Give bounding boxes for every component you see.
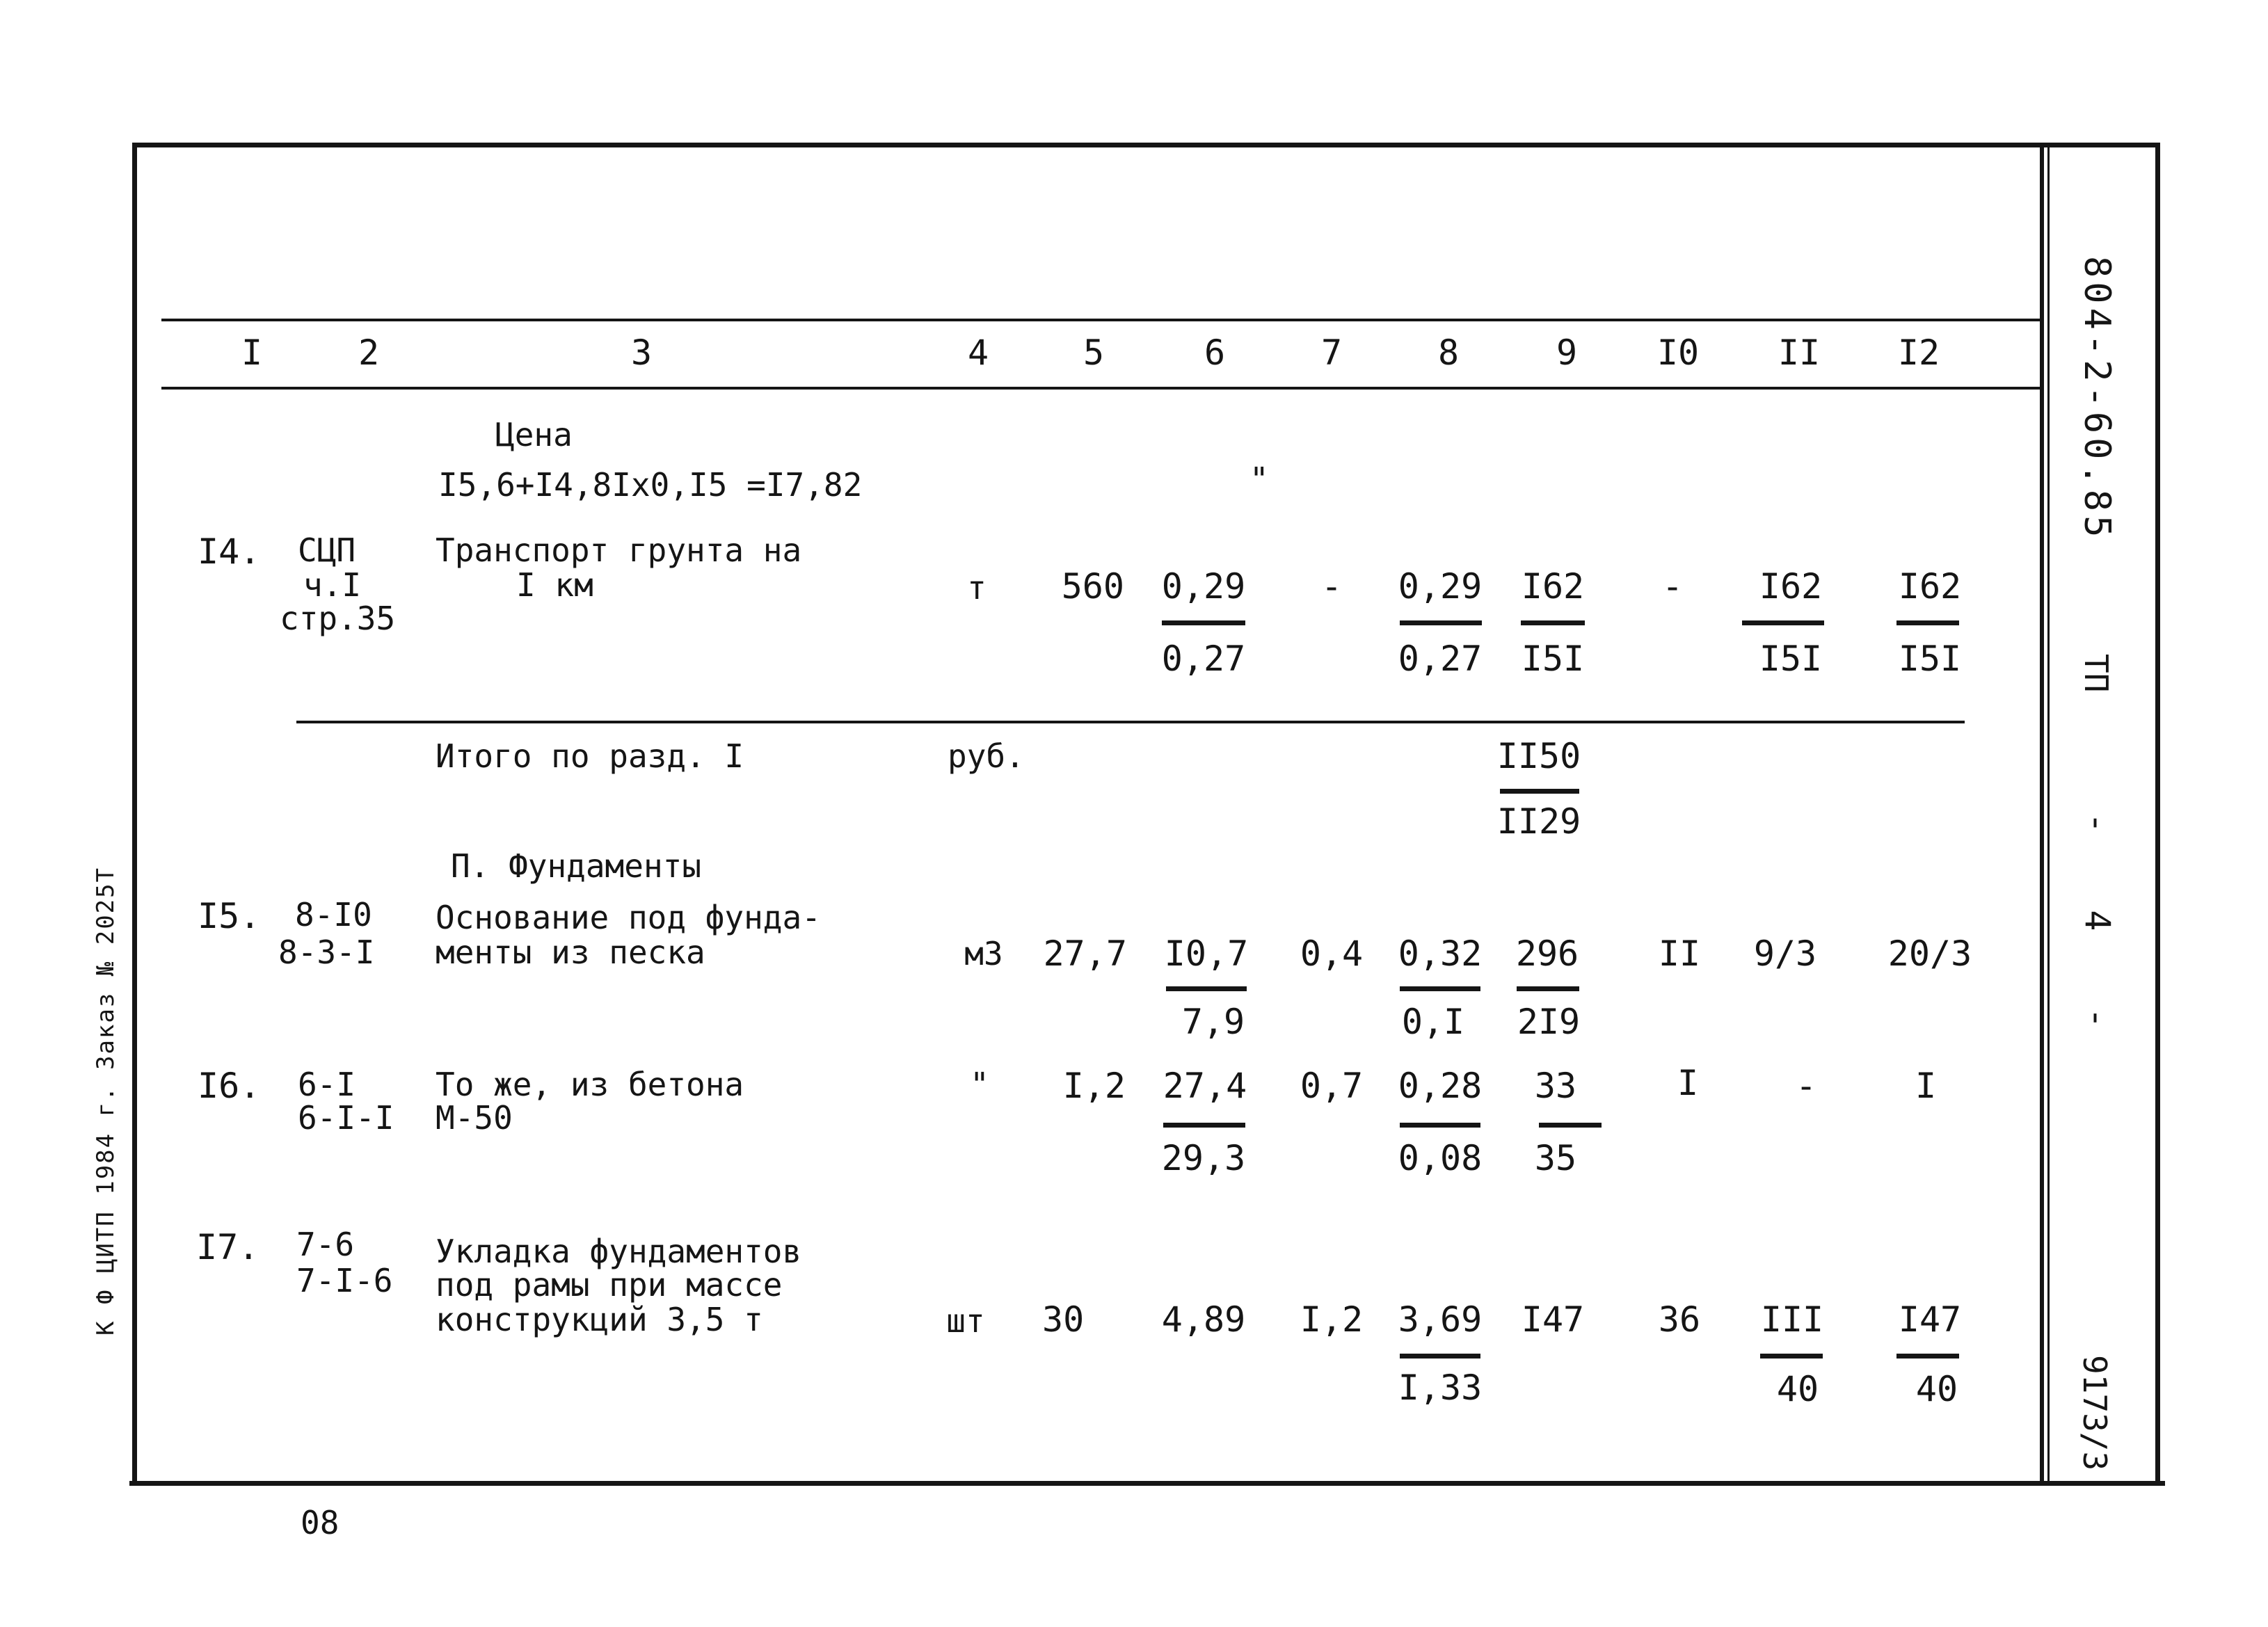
col8-bottom: 0,08 (1398, 1138, 1483, 1178)
section-separator (296, 721, 1965, 723)
col-header-1: I (241, 332, 263, 373)
price-formula: I5,6+I4,8Ix0,I5 =I7,82 (438, 466, 863, 504)
col7-value: 0,7 (1300, 1066, 1364, 1106)
row-name-line-1: Транспорт грунта на (436, 531, 802, 569)
col6-bottom: 0,27 (1161, 639, 1246, 679)
fraction-bar (1400, 620, 1482, 625)
total-top: II50 (1496, 736, 1581, 776)
col9-bottom: 2I9 (1517, 1002, 1581, 1042)
row-code-line-1: 8-I0 (295, 896, 372, 933)
row-qty: 27,7 (1043, 933, 1127, 974)
col-header-7: 7 (1320, 332, 1343, 373)
col8-top: 0,32 (1398, 933, 1483, 974)
col10-value: 36 (1658, 1299, 1701, 1340)
col6-top: I0,7 (1164, 933, 1249, 974)
col8-bottom: I,33 (1398, 1368, 1483, 1408)
col11-value: - (1795, 1066, 1817, 1106)
fraction-bar (1896, 1354, 1959, 1358)
fraction-bar (1521, 620, 1585, 625)
header-rule-top (161, 319, 2044, 321)
col12-value: 20/3 (1887, 933, 1972, 974)
col9-bottom: I5I (1521, 639, 1585, 679)
album-mark: ТП (2077, 654, 2115, 693)
col12-bottom: 40 (1915, 1369, 1958, 1409)
document-code: 804-2-60.85 (2076, 256, 2118, 542)
row-code-line-1: 6-I (298, 1066, 356, 1103)
margin-stamp-text: К Ф ЦИТП 1984 г. Заказ № 2025Т (92, 866, 120, 1336)
col8-top: 0,28 (1398, 1066, 1483, 1106)
total-unit: руб. (948, 737, 1025, 775)
col7-value: I,2 (1300, 1299, 1364, 1340)
col10-value: I (1677, 1063, 1699, 1103)
row-number: I7. (196, 1227, 259, 1267)
row-code-line-1: 7-6 (296, 1226, 355, 1263)
col11-value: 9/3 (1753, 933, 1817, 974)
price-mark: " (1249, 460, 1269, 498)
fraction-bar (1517, 986, 1579, 991)
col-header-10: I0 (1656, 332, 1700, 373)
stamp-column-divider-inner (2047, 145, 2050, 1484)
fraction-bar (1400, 1354, 1480, 1358)
row-code-line-2: ч.I (303, 566, 362, 604)
sheet-marker: - 4 - (2077, 812, 2118, 1057)
frame-bottom (129, 1481, 2165, 1486)
page-number: 08 (301, 1504, 340, 1541)
fraction-bar (1400, 986, 1480, 991)
frame-top (134, 143, 2159, 147)
row-qty: I,2 (1062, 1066, 1126, 1106)
fraction-bar (1400, 1123, 1480, 1128)
col8-top: 0,29 (1398, 566, 1483, 607)
col11-bottom: 40 (1776, 1369, 1819, 1409)
fraction-bar (1760, 1354, 1823, 1358)
col7-value: 0,4 (1300, 933, 1364, 974)
row-name-line-2: менты из песка (436, 933, 705, 971)
col12-bottom: I5I (1898, 639, 1962, 679)
col-header-3: 3 (630, 332, 653, 373)
col-header-9: 9 (1556, 332, 1578, 373)
col-header-2: 2 (358, 332, 380, 373)
fraction-bar (1742, 620, 1824, 625)
col6-bottom: 29,3 (1161, 1138, 1246, 1178)
row-code-line-2: 8-3-I (278, 933, 375, 971)
col6-value: 4,89 (1161, 1299, 1246, 1340)
row-unit: шт (946, 1302, 985, 1340)
col-header-12: I2 (1897, 332, 1940, 373)
col10-value: - (1661, 566, 1684, 607)
section-title: П. Фундаменты (451, 847, 702, 885)
col8-bottom: 0,27 (1398, 639, 1483, 679)
col-header-8: 8 (1437, 332, 1460, 373)
row-unit: т (967, 569, 987, 607)
row-name-line-2: I км (516, 566, 593, 604)
col12-top: I62 (1898, 566, 1962, 607)
col9-top: 33 (1534, 1066, 1577, 1106)
col11-bottom: I5I (1759, 639, 1823, 679)
row-code-line-2: 7-I-6 (296, 1262, 393, 1299)
row-number: I6. (198, 1066, 261, 1106)
col8-bottom: 0,I (1401, 1002, 1465, 1042)
stamp-column-divider (2040, 145, 2044, 1484)
col11-top: I62 (1759, 566, 1823, 607)
fraction-bar (1500, 789, 1579, 794)
row-name-line-1: Укладка фундаментов (436, 1233, 802, 1270)
total-bottom: II29 (1496, 801, 1581, 842)
row-number: I4. (198, 531, 261, 572)
col12-top: I47 (1898, 1299, 1962, 1340)
fraction-bar (1163, 1123, 1245, 1128)
frame-left (132, 143, 137, 1486)
col9-value: I47 (1521, 1299, 1585, 1340)
row-name-line-2: М-50 (436, 1099, 513, 1137)
fraction-bar (1896, 620, 1959, 625)
row-code-line-3: стр.35 (280, 600, 396, 637)
fraction-bar (1162, 620, 1245, 625)
frame-right (2155, 143, 2160, 1486)
col-header-6: 6 (1204, 332, 1226, 373)
col-header-11: II (1778, 332, 1821, 373)
row-name-line-1: Основание под фунда- (436, 899, 821, 936)
col9-bottom: 35 (1534, 1138, 1577, 1178)
col11-top: III (1760, 1299, 1824, 1340)
row-qty: 30 (1042, 1299, 1085, 1340)
col6-top: 27,4 (1163, 1066, 1247, 1106)
col8-top: 3,69 (1398, 1299, 1483, 1340)
fraction-bar (1539, 1123, 1602, 1128)
row-code-line-1: СЦП (298, 531, 356, 569)
col-header-4: 4 (967, 332, 989, 373)
header-rule-bottom (161, 387, 2044, 390)
row-code-line-2: 6-I-I (298, 1099, 394, 1137)
col6-bottom: 7,9 (1181, 1002, 1245, 1042)
fraction-bar (1166, 986, 1247, 991)
row-name-line-1: То же, из бетона (436, 1066, 744, 1103)
row-number: I5. (198, 896, 261, 936)
price-label: Цена (495, 416, 573, 454)
col7-value: - (1320, 566, 1343, 607)
total-label: Итого по разд. I (436, 737, 744, 775)
row-unit: " (970, 1066, 989, 1103)
row-qty: 560 (1061, 566, 1124, 607)
col9-top: I62 (1521, 566, 1585, 607)
row-name-line-3: конструкций 3,5 т (436, 1301, 763, 1338)
col6-top: 0,29 (1161, 566, 1246, 607)
inventory-number: 9173/3 (2076, 1355, 2114, 1471)
col10-value: II (1658, 933, 1701, 974)
col9-top: 296 (1515, 933, 1579, 974)
row-unit: м3 (964, 935, 1003, 972)
row-name-line-2: под рамы при массе (436, 1266, 783, 1304)
col-header-5: 5 (1083, 332, 1105, 373)
col12-value: I (1915, 1066, 1937, 1106)
